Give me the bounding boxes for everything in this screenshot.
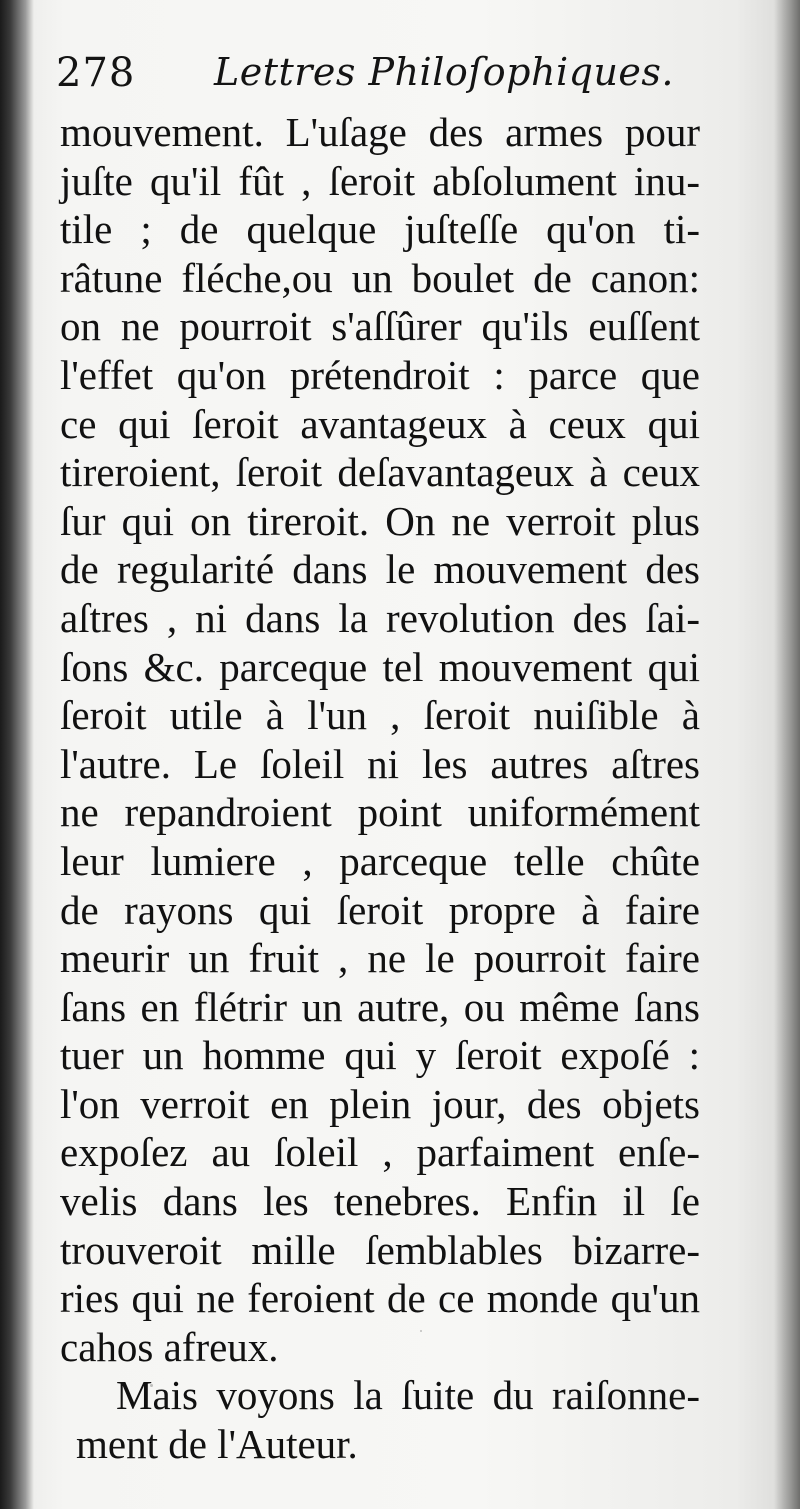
text-line: l'on verroit en plein jour, des objets <box>60 1080 700 1127</box>
text-line: tireroient, ſeroit deſavantageux à ceux <box>60 449 700 496</box>
paragraph-1 <box>60 108 700 1371</box>
paragraph-2 <box>60 1371 700 1468</box>
page-header <box>56 44 716 102</box>
text-line: cahos afreux. <box>60 1323 279 1370</box>
text-line: expoſez au ſoleil , parfaiment enſe- <box>60 1129 700 1176</box>
text-line: tile ; de quelque juſteſſe qu'on ti- <box>60 206 700 253</box>
text-line: ne repandroient point uniformément <box>60 789 700 836</box>
text-line: aſtres , ni dans la revolution des ſai- <box>60 594 700 641</box>
text-line: velis dans les tenebres. Enfin il ſe <box>60 1178 700 1225</box>
ink-speck <box>610 560 612 562</box>
text-line: ries qui ne feroient de ce monde qu'un <box>60 1275 700 1322</box>
text-line: meurir un fruit , ne le pourroit faire <box>60 935 700 982</box>
text-line: on ne pourroit s'aſſûrer qu'ils euſſent <box>60 303 700 350</box>
text-line: de regularité dans le mouvement des <box>60 546 700 593</box>
text-line: tuer un homme qui y ſeroit expoſé : <box>60 1032 700 1079</box>
text-line: l'effet qu'on prétendroit : parce que <box>60 351 700 398</box>
text-line: ment de l'Auteur. <box>76 1421 358 1468</box>
text-line: râtune fléche,ou un boulet de canon: <box>60 254 700 301</box>
text-line: leur lumiere , parceque telle chûte <box>60 837 700 884</box>
text-line: trouveroit mille ſemblables bizarre- <box>60 1226 700 1273</box>
text-line: ſans en flétrir un autre, ou même ſans <box>60 983 700 1030</box>
text-line: ſur qui on tireroit. On ne verroit plus <box>60 497 700 544</box>
text-line: juſte qu'il fût , ſeroit abſolument inu- <box>60 157 700 204</box>
page-number: 278 <box>56 50 136 96</box>
text-line: ce qui ſeroit avantageux à ceux qui <box>60 400 700 447</box>
text-line: mouvement. L'uſage des armes pour <box>60 109 700 155</box>
text-line: ſons &c. parceque tel mouvement qui <box>60 643 700 690</box>
text-line: Mais voyons la ſuite du raiſonne- <box>116 1372 700 1419</box>
body-text <box>60 108 700 1469</box>
text-line: l'autre. Le ſoleil ni les autres aſtres <box>60 740 700 787</box>
ink-speck <box>420 1330 422 1332</box>
text-line: de rayons qui ſeroit propre à faire <box>60 886 700 933</box>
text-line: ſeroit utile à l'un , ſeroit nuiſible à <box>60 692 700 739</box>
running-title: Lettres Philoſophiques. <box>214 50 674 94</box>
ink-speck <box>150 1384 153 1387</box>
